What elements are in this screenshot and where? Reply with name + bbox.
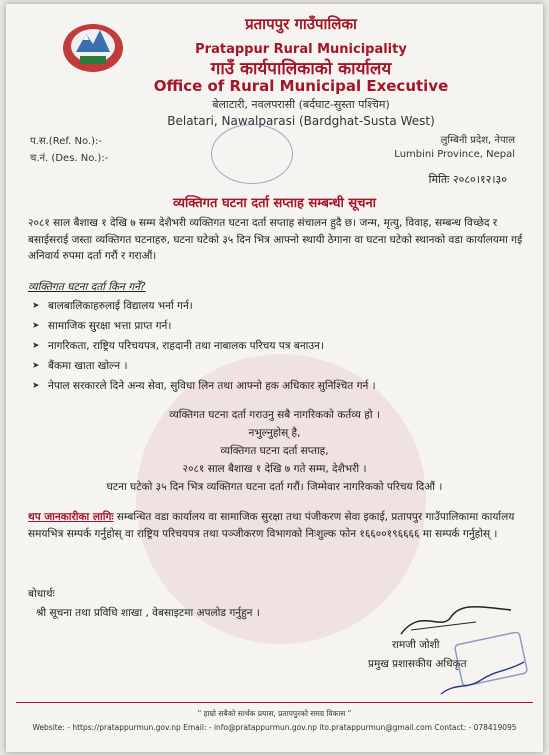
municipality-name-np: प्रतापपुर गाउँपालिका [245, 15, 357, 33]
arrow-bullet-icon: ➤ [32, 321, 40, 331]
province-np: लुम्बिनी प्रदेश, नेपाल [440, 135, 515, 146]
footer-slogan: " हाम्रो सबैको सार्थक प्रयास, प्रतापपुरको समग्र विकास " [197, 709, 352, 718]
address-np: बेलाटारी, नवलपरासी (बर्दघाट-सुस्ता पश्चिम) [212, 98, 390, 111]
list-item: ➤ बालबालिकाहरुलाई विद्यालय भर्ना गर्न। [32, 300, 193, 312]
notice-title: व्यक्तिगत घटना दर्ता सप्ताह सम्बन्धी सूचना [172, 196, 377, 211]
ref-number-label: प.स.(Ref. No.):- [30, 136, 102, 147]
address-en: Belatari, Nawalparasi (Bardghat-Susta West) [167, 114, 435, 128]
more-info-label: थप जानकारीका लागिः [28, 511, 114, 523]
reminder-block [6, 406, 543, 496]
signatory-name: रामजी जोशी [392, 639, 440, 651]
reasons-list [32, 296, 376, 396]
list-item: ➤ नेपाल सरकारले दिने अन्य सेवा, सुविधा लिन तथा आफ्नो हक अधिकार सुनिश्चित गर्न । [32, 380, 376, 392]
list-item: ➤ सामाजिक सुरक्षा भत्ता प्राप्त गर्न। [32, 320, 172, 332]
notice-date: मितिः २०८०।१२।३० [428, 173, 507, 186]
reminder-line: व्यक्तिगत घटना दर्ता गराउनु सबै नागरिकको कर्तव्य हो । [169, 409, 380, 421]
reminder-line: व्यक्तिगत घटना दर्ता सप्ताह, [220, 445, 329, 457]
arrow-bullet-icon: ➤ [32, 301, 40, 311]
reminder-line: घटना घटेको ३५ दिन भित्र व्यक्तिगत घटना दर्ता गरौं। जिम्मेवार नागरिकको परिचय दिऔं । [106, 481, 443, 493]
reminder-line: नभुल्नुहोस् है, [248, 427, 301, 439]
municipality-name-en: Pratappur Rural Municipality [195, 42, 407, 57]
province-en: Lumbini Province, Nepal [394, 149, 515, 160]
more-info-paragraph [28, 509, 523, 543]
office-name-en: Office of Rural Municipal Executive [153, 77, 449, 95]
list-item: ➤ नागरिकता, राष्ट्रिय परिचयपत्र, राहदानी तथा नाबालक परिचय पत्र बनाउन। [32, 340, 324, 352]
notice-document [6, 4, 543, 752]
bodharth-label: बोधार्थः [28, 588, 55, 600]
more-info-text: सम्बन्धित वडा कार्यालय वा सामाजिक सुरक्षा तथा पंजीकरण सेवा इकाई, प्रतापपुर गाउँपालिकामा कार्यालय समयभित्र सम्पर्क गर्नुहोस् वा राष्ट्रिय परिचयपत्र तथा पञ्जीकरण विभागको निःशुल्क फोन १६६००१९६६६६ मा सम्पर्क गर्नुहोस् । [28, 511, 515, 540]
footer-divider [16, 702, 533, 703]
arrow-bullet-icon: ➤ [32, 361, 40, 371]
office-name-np: गाउँ कार्यपालिकाको कार्यालय [210, 59, 392, 79]
footer-contact: Website: - https://pratappurmun.gov.np Email: - info@pratappurmun.gov.np ito.pratappurmun@gmail.com Contact: - 078419095 [32, 723, 517, 732]
reminder-line: २०८१ साल बैशाख १ देखि ७ गते सम्म, देशैभरी । [182, 463, 367, 475]
why-register-heading: व्यक्तिगत घटना दर्ता किन गर्ने? [28, 281, 146, 293]
signed-stamp-mark [436, 632, 531, 702]
arrow-bullet-icon: ➤ [32, 341, 40, 351]
office-stamp [211, 124, 293, 184]
signatory-role: प्रमुख प्रशासकीय अधिकृत [368, 658, 467, 670]
arrow-bullet-icon: ➤ [32, 381, 40, 391]
dispatch-number-label: च.नं. (Des. No.):- [30, 153, 109, 164]
intro-paragraph: २०८१ साल बैशाख १ देखि ७ सम्म देशैभरी व्यक्तिगत घटना दर्ता सप्ताह संचालन हुदै छ। जन्म, मृत्यु, विवाह, सम्बन्ध विच्छेद र बसाईसराई जस्ता व्यक्तिगत घटनाहरु, घटना घटेको ३५ दिन भित्र आफ्नो स्थायी ठेगाना वा घटना घटेको स्थानको वडा कार्यालयमा गई अनिवार्य रुपमा दर्ता गरौं र गराऔं। [28, 217, 523, 262]
list-item: ➤ बैंकमा खाता खोल्न । [32, 360, 128, 372]
bodharth-text: श्री सूचना तथा प्रविधि शाखा , वेबसाइटमा अपलोड गर्नुहुन । [36, 607, 260, 619]
watermark-emblem [136, 354, 426, 644]
